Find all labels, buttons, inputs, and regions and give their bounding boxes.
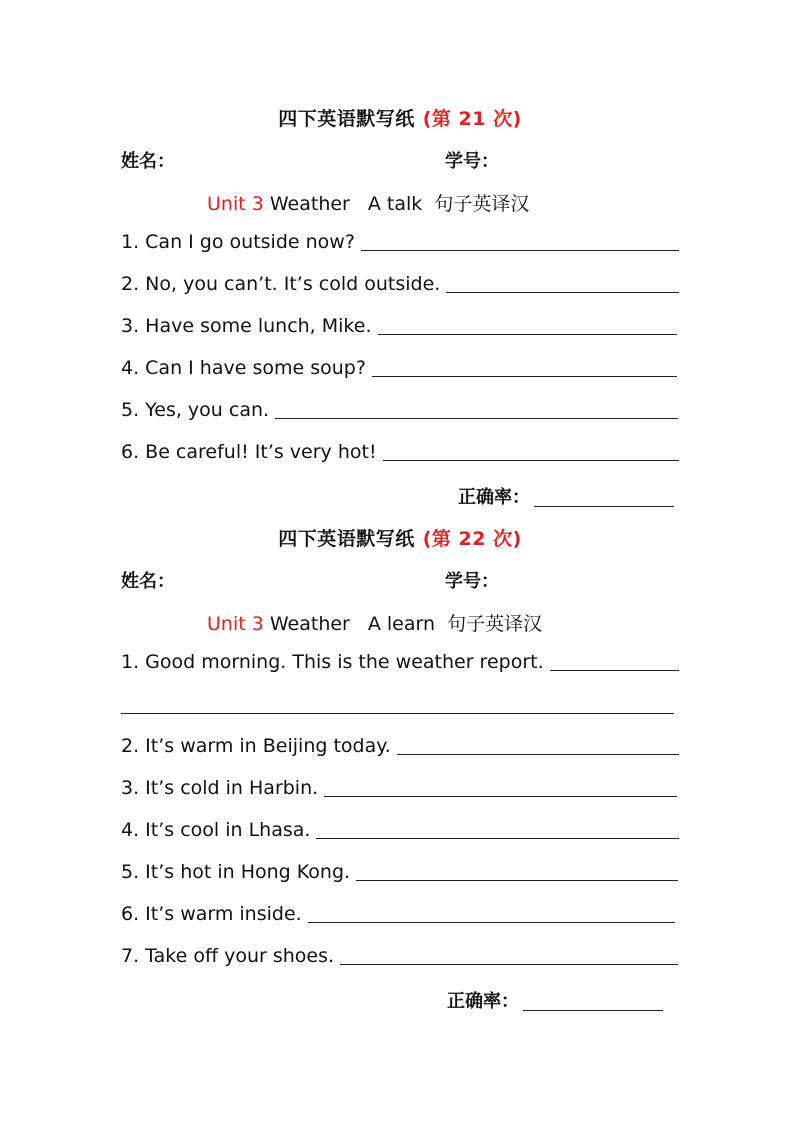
answer-blank[interactable] (356, 879, 678, 881)
sheet2-unit-task: 句子英译汉 (447, 613, 543, 635)
sentence-text: 7. Take off your shoes. (121, 945, 335, 967)
answer-blank[interactable] (340, 963, 678, 965)
answer-blank[interactable] (550, 669, 679, 671)
sentence-text: 2. No, you can’t. It’s cold outside. (121, 273, 441, 295)
sheet2-sentence-row (121, 903, 675, 925)
sentence-text: 3. It’s cold in Harbin. (121, 777, 319, 799)
sheet2-title (0, 524, 800, 551)
sheet1-sentence-row (121, 441, 679, 463)
sheet2-unit-prefix: Unit 3 (207, 613, 264, 635)
sentence-text: 1. Good morning. This is the weather report. (121, 651, 544, 673)
score-blank[interactable] (534, 505, 674, 507)
sheet2-sentence-row (121, 861, 678, 883)
sheet1-unit-prefix: Unit 3 (207, 193, 264, 215)
sheet1-title-text: 四下英语默写纸 (278, 108, 415, 130)
answer-blank[interactable] (383, 459, 679, 461)
sheet1-score (458, 483, 674, 509)
sheet1-id-label: 学号： (445, 151, 499, 172)
sheet1-sentence-row (121, 231, 679, 253)
sheet2-title-text: 四下英语默写纸 (278, 528, 415, 550)
sheet2-sentence-row (121, 777, 677, 799)
sheet2-unit-heading (207, 609, 542, 636)
answer-blank[interactable] (397, 753, 679, 755)
answer-blank[interactable] (316, 837, 679, 839)
sheet2-id-label: 学号： (445, 571, 499, 592)
score-blank[interactable] (523, 1009, 663, 1011)
answer-blank[interactable] (308, 921, 675, 923)
sheet2-sentence-row (121, 945, 678, 967)
sheet2-sentence-row (121, 651, 679, 673)
sheet1-name-label: 姓名： (121, 151, 175, 172)
sheet1-sentence-row (121, 399, 678, 421)
sentence-text: 5. It’s hot in Hong Kong. (121, 861, 351, 883)
sheet1-unit-name: Weather (269, 193, 350, 215)
sentence-text: 6. Be careful! It’s very hot! (121, 441, 377, 463)
sheet1-unit-heading (207, 189, 529, 216)
answer-blank[interactable] (446, 291, 679, 293)
sheet1-score-label: 正确率： (458, 487, 530, 508)
sentence-text: 2. It’s warm in Beijing today. (121, 735, 391, 757)
sheet1-sentence-row (121, 273, 679, 295)
sheet1-unit-part: A talk (367, 193, 423, 215)
sheet2-score (447, 987, 663, 1013)
sheet1-unit-task: 句子英译汉 (434, 193, 530, 215)
sentence-text: 4. It’s cool in Lhasa. (121, 819, 311, 841)
sentence-text: 6. It’s warm inside. (121, 903, 302, 925)
sheet2-sentence-row (121, 735, 679, 757)
sentence-text: 4. Can I have some soup? (121, 357, 366, 379)
answer-blank[interactable] (361, 249, 679, 251)
sheet2-sentence-row (121, 819, 679, 841)
answer-blank[interactable] (275, 417, 678, 419)
answer-blank[interactable] (378, 333, 678, 335)
sheet1-title-count: (第 21 次) (422, 108, 522, 130)
sheet2-title-count: (第 22 次) (422, 528, 522, 550)
sentence-text: 5. Yes, you can. (121, 399, 270, 421)
sheet1-sentence-row (121, 315, 677, 337)
sheet2-unit-part: A learn (367, 613, 436, 635)
answer-blank[interactable] (324, 795, 677, 797)
sheet1-title (0, 104, 800, 131)
sheet1-sentence-row (121, 357, 677, 379)
sheet2-unit-name: Weather (269, 613, 350, 635)
sheet2-score-label: 正确率： (447, 991, 519, 1012)
sentence-text: 3. Have some lunch, Mike. (121, 315, 372, 337)
sheet2-name-label: 姓名： (121, 571, 175, 592)
sentence-text: 1. Can I go outside now? (121, 231, 355, 253)
answer-blank-continuation[interactable] (121, 712, 674, 714)
answer-blank[interactable] (372, 375, 677, 377)
